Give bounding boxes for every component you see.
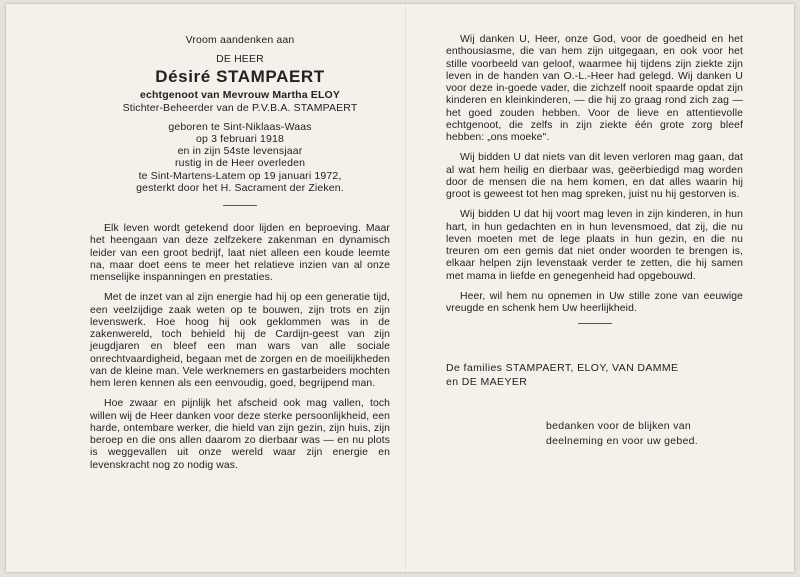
thanks-block [446, 419, 743, 449]
fold-line [405, 4, 406, 572]
role-line: Stichter-Beheerder van de P.V.B.A. STAMPAERT [122, 101, 358, 114]
right-page [446, 34, 743, 449]
spouse-line: echtgenoot van Mevrouw Martha ELOY [140, 89, 340, 102]
born-date: op 3 februari 1918 [196, 133, 284, 146]
thanks-line: bedanken voor de blijken van [546, 420, 691, 433]
left-paragraph: Hoe zwaar en pijnlijk het afscheid ook mag vallen, toch willen wij de Heer danken voor deze sterke persoonlijkheid, een harde, ontembare werker, die hield van zijn gezin, zijn huis, zijn beroep en die ons allen daarom zo dierbaar was — en nu plots is weggevallen uit onze wereld waar zijn energie en levenskracht nog zo nodig was. [90, 398, 390, 471]
families-block [446, 362, 743, 389]
memorial-card [6, 4, 794, 572]
header-line-title: DE HEER [216, 53, 264, 66]
left-paragraph: Met de inzet van al zijn energie had hij op een generatie tijd, een veelzijdige zaak weten op te bouwen, zijn trots en zijn levenswerk. Hoe hoog hij ook geklommen was in de zakenwereld, toch behield hij de Cardijn-geest van zijn jeugdjaren en bleef een man wars van alle sociale onrechtvaardigheid, begaan met de zorgen en de moeilijkheden van de kleine man. Vele werknemers en gastarbeiders mochten hem leren kennen als een eenvoudig, goed, begrijpend man. [90, 292, 390, 390]
header-line-memory: Vroom aandenken aan [185, 34, 295, 46]
divider-rule [223, 205, 257, 206]
families-line: De families STAMPAERT, ELOY, VAN DAMME [446, 362, 679, 375]
left-page [90, 34, 390, 480]
left-paragraph: Elk leven wordt getekend door lijden en beproeving. Maar het heengaan van deze zelfzekere zakenman en dynamisch leider van een groot bedrijf, laat niet alleen een koude leemte na, maar doet eens te meer het relatieve inzien van al onze menselijke inspanningen en prestaties. [90, 223, 390, 284]
right-paragraph: Wij bidden U dat hij voort mag leven in zijn kinderen, in hun hart, in hun gedachten en in hun levensmoed, dat zij, die nu leven moeten met de lege plaats in hun gezin, en die nu treuren om een gemis dat niet onder woorden te brengen is, elkaar helpen zijn levenstaak verder te zetten, die hij samen met mama in liefde en genegenheid had opgebouwd. [446, 209, 743, 282]
right-paragraph: Wij bidden U dat niets van dit leven verloren mag gaan, dat al wat hem heilig en dierbaar was, geëerbiedigd mag worden door de mensen die na hem komen, en dat alles waarin hij groot is geweest tot hen mag spreken, juist nu hij gestorven is. [446, 152, 743, 200]
age-line: en in zijn 54ste levensjaar [177, 145, 303, 158]
right-paragraph: Wij danken U, Heer, onze God, voor de goedheid en het enthousiasme, die van hem zijn uitgegaan, en ook voor het stille voorbeeld van geloof, waarmee hij tijdens zijn ziekte zijn leven in de handen van O.-L.-Heer had gelegd. Wij danken U voor deze in-goede vader, die zichzelf nooit spaarde opdat zijn kinderen en kleinkinderen, — die hij zo graag rond zich zag — het goed zouden hebben. Voor de lieve en attentievolle echtgenoot, die zelfs in zijn ziekte één grote zorg bleef hebben: „ons moeke". [446, 34, 743, 143]
died-line: rustig in de Heer overleden [174, 157, 306, 170]
header-block [90, 34, 390, 194]
born-place: geboren te Sint-Niklaas-Waas [168, 120, 312, 133]
divider-rule [578, 323, 612, 324]
right-paragraph: Heer, wil hem nu opnemen in Uw stille zone van eeuwige vreugde en schenk hem Uw heerlijkheid. [446, 290, 743, 314]
deceased-name: Désiré STAMPAERT [155, 67, 325, 87]
thanks-line: deelneming en voor uw gebed. [546, 435, 699, 448]
families-line: en DE MAEYER [446, 375, 528, 388]
died-place: te Sint-Martens-Latem op 19 januari 1972, [138, 169, 342, 182]
sacrament-line: gesterkt door het H. Sacrament der Zieken. [136, 181, 344, 194]
